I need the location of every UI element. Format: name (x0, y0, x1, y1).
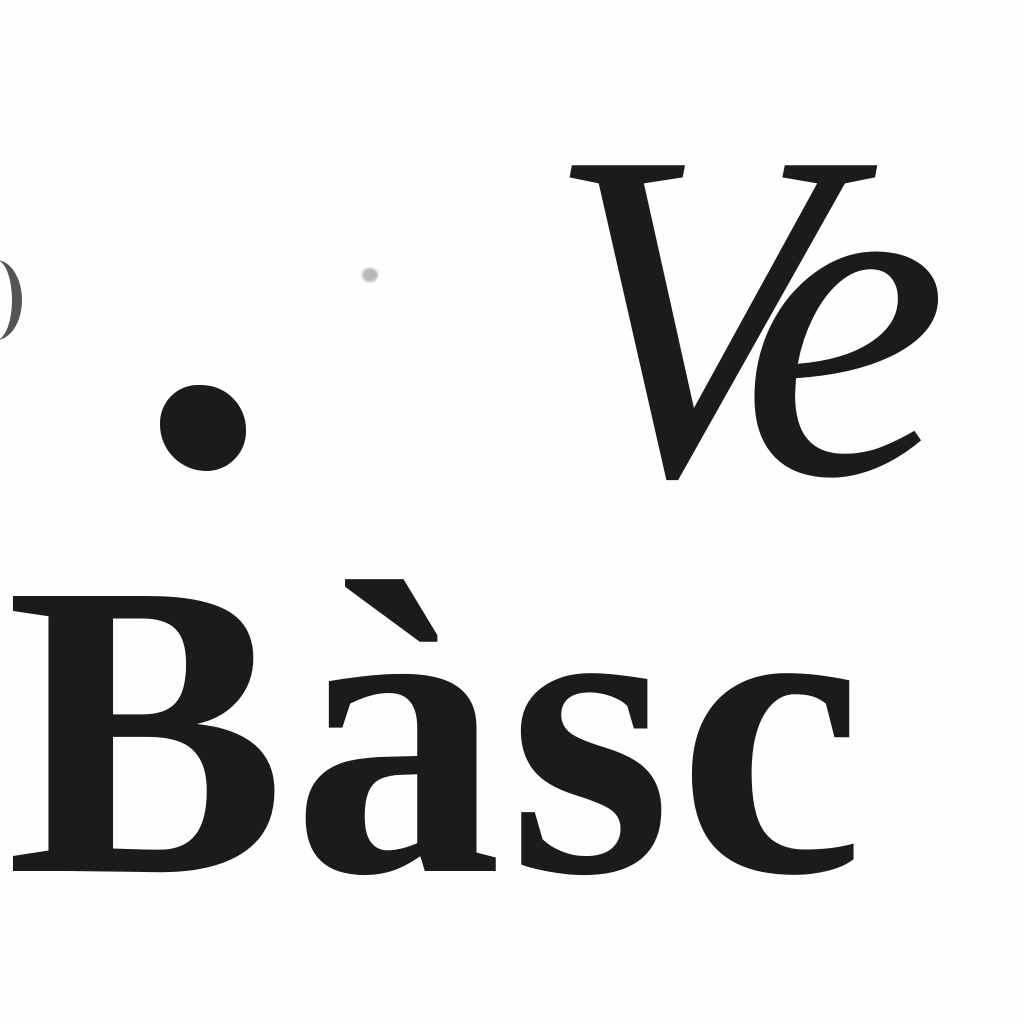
text-line-bottom: Bàsc (6, 497, 870, 962)
period-mark (160, 385, 246, 471)
cropped-glyph-edge (0, 260, 22, 340)
text-line-top (0, 54, 1024, 575)
italic-word-ve: Ve (545, 54, 909, 575)
